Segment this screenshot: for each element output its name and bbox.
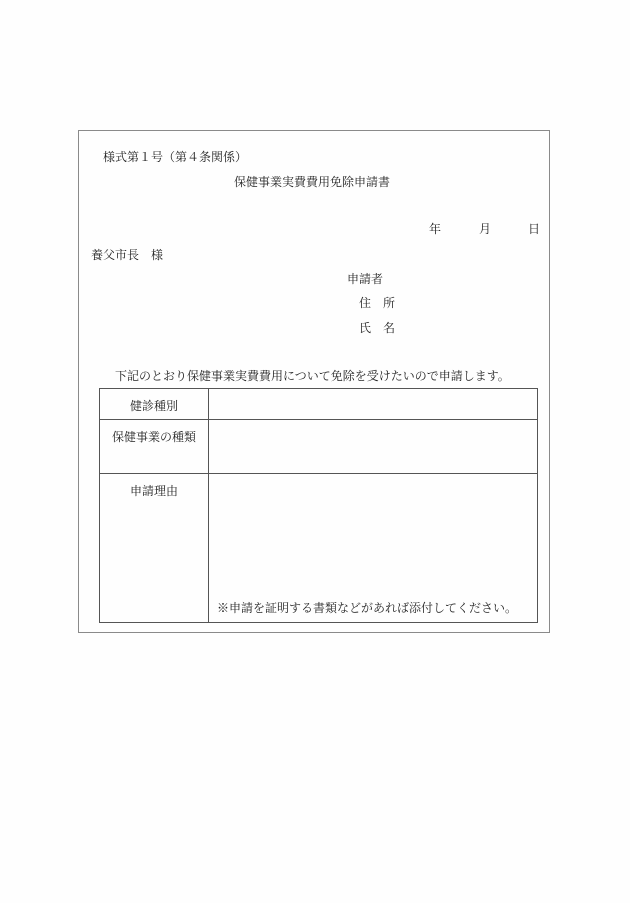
- row-label-reason: 申請理由: [100, 474, 209, 623]
- addressee: 養父市長 様: [91, 248, 164, 262]
- statement: 下記のとおり保健事業実費費用について免除を受けたいので申請します。: [115, 369, 510, 383]
- program-type-field[interactable]: [209, 420, 538, 474]
- row-label-exam-type: 健診種別: [100, 389, 209, 420]
- table-row: [100, 389, 538, 420]
- form-number: 様式第１号（第４条関係）: [103, 150, 248, 164]
- table-row: [100, 420, 538, 474]
- application-table: [99, 388, 538, 623]
- date-month-label: 月: [479, 222, 492, 236]
- row-label-program-type: 保健事業の種類: [100, 420, 209, 474]
- name-label: 氏 名: [359, 321, 396, 335]
- form-frame: [78, 130, 550, 633]
- document-title: 保健事業実費費用免除申請書: [234, 175, 391, 189]
- attachment-note: ※申請を証明する書類などがあれば添付してください。: [216, 601, 517, 615]
- reason-field[interactable]: [209, 474, 538, 623]
- date-year-label: 年: [429, 222, 442, 236]
- table-row: [100, 474, 538, 623]
- date-day-label: 日: [528, 222, 541, 236]
- address-label: 住 所: [359, 296, 396, 310]
- applicant-heading: 申請者: [347, 272, 384, 286]
- exam-type-field[interactable]: [209, 389, 538, 420]
